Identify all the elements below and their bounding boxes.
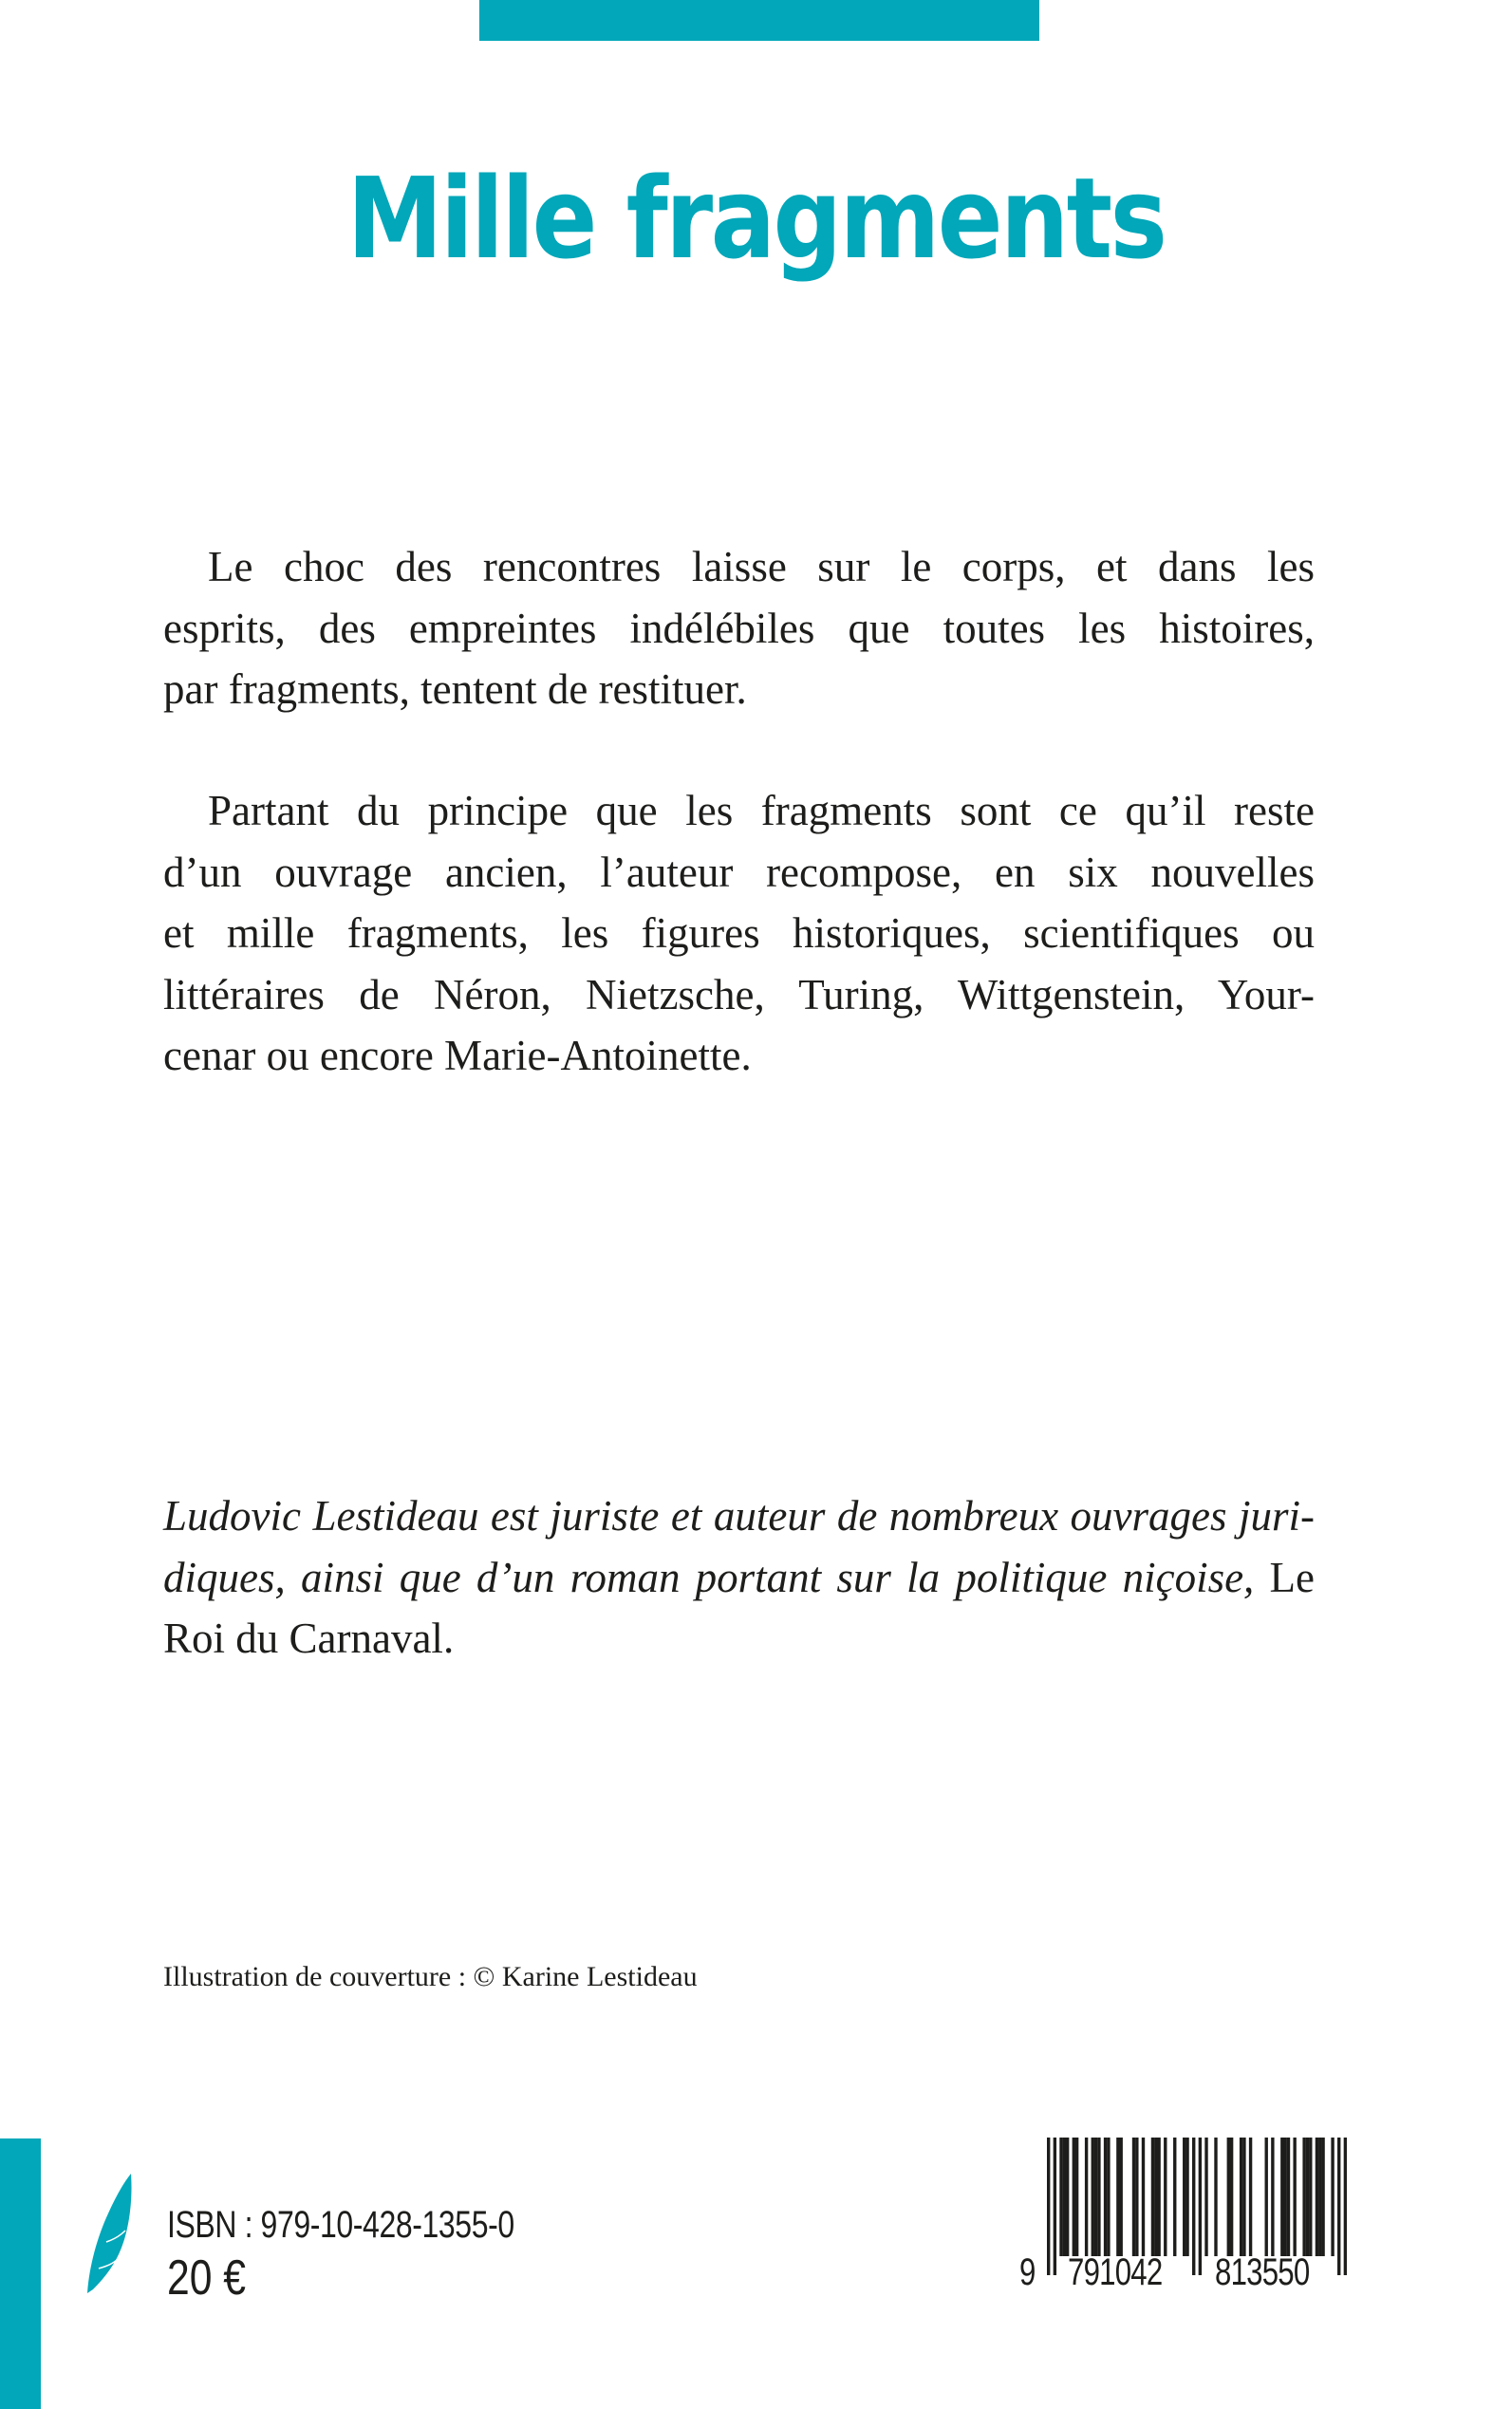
barcode-bar xyxy=(1344,2138,1347,2275)
text-line: esprits, des empreintes indélébiles que toutes les histoires, xyxy=(163,604,1315,652)
barcode-bar xyxy=(1240,2138,1242,2256)
text-line: et mille fragments, les figures historiques, scientifiques ou xyxy=(163,909,1315,957)
barcode-bar xyxy=(1173,2138,1176,2256)
author-bio xyxy=(163,1485,1315,1670)
barcode-bar xyxy=(1316,2138,1318,2256)
price: 20 € xyxy=(167,2250,246,2306)
barcode-bar xyxy=(1183,2138,1185,2256)
text-line: littéraires de Néron, Nietzsche, Turing, Wittgenstein, Your- xyxy=(163,970,1315,1018)
barcode-bar xyxy=(1302,2138,1305,2256)
barcode-bar xyxy=(1116,2138,1119,2256)
barcode-bar xyxy=(1097,2138,1100,2256)
text-line xyxy=(163,1608,1315,1670)
barcode-bar xyxy=(1271,2138,1274,2256)
barcode-bar xyxy=(1092,2138,1094,2256)
barcode-bar xyxy=(1075,2138,1078,2256)
barcode-bar xyxy=(1107,2138,1110,2256)
barcode-bar xyxy=(1306,2138,1309,2256)
barcode-bar xyxy=(1164,2138,1167,2256)
text-line: d’un ouvrage ancien, l’auteur recompose, en six nouvelles xyxy=(163,848,1315,896)
barcode-bar xyxy=(1204,2138,1207,2256)
barcode-bar xyxy=(1230,2138,1233,2256)
barcode-bar xyxy=(1054,2138,1056,2275)
side-accent-bar xyxy=(0,2138,41,2409)
barcode-bar xyxy=(1199,2138,1202,2275)
barcode-bar xyxy=(1135,2138,1138,2256)
barcode-digit-first: 9 xyxy=(1019,2251,1036,2293)
book-reference: Le xyxy=(1269,1553,1316,1601)
illustration-credit: Illustration de couverture : © Karine Lestideau xyxy=(163,1961,698,1992)
book-reference: Roi du Carnaval xyxy=(163,1615,443,1662)
book-title: Mille fragments xyxy=(346,153,1166,284)
text-line: Partant du principe que les fragments sont ce qu’il reste xyxy=(208,787,1315,834)
isbn: ISBN : 979-10-428-1355-0 xyxy=(167,2204,514,2246)
barcode-bar xyxy=(1151,2138,1154,2256)
barcode-bar xyxy=(1142,2138,1145,2256)
bio-text: . xyxy=(442,1615,455,1662)
barcode-bar xyxy=(1104,2138,1107,2256)
barcode-bar xyxy=(1293,2138,1296,2256)
blurb-paragraph-2 xyxy=(163,780,1315,1087)
barcode-bar xyxy=(1185,2138,1188,2256)
barcode-bar xyxy=(1265,2138,1268,2256)
blurb-paragraph-1 xyxy=(163,536,1315,720)
barcode-bar xyxy=(1321,2138,1324,2256)
barcode-bar xyxy=(1331,2138,1334,2256)
barcode-bar xyxy=(1094,2138,1097,2256)
barcode-digits-left: 791042 xyxy=(1068,2251,1163,2293)
top-accent-bar xyxy=(479,0,1039,41)
barcode-bar xyxy=(1063,2138,1066,2256)
text-line: par fragments, tentent de restituer. xyxy=(163,665,747,713)
text-line: Ludovic Lestideau est juriste et auteur de nombreux ouvrages juri- xyxy=(163,1492,1315,1540)
barcode-bar xyxy=(1318,2138,1321,2256)
feather-icon xyxy=(84,2172,139,2295)
barcode-bar xyxy=(1283,2138,1286,2256)
barcode-bar xyxy=(1287,2138,1290,2256)
text-line: Le choc des rencontres laisse sur le corps, et dans les xyxy=(208,543,1315,590)
barcode-bar xyxy=(1192,2138,1195,2275)
barcode-bar xyxy=(1249,2138,1252,2256)
barcode-bar xyxy=(1047,2138,1050,2275)
barcode-bar xyxy=(1073,2138,1075,2256)
barcode-bar xyxy=(1214,2138,1217,2256)
barcode-bar xyxy=(1132,2138,1135,2256)
barcode-bar xyxy=(1085,2138,1088,2256)
barcode-bar xyxy=(1242,2138,1245,2256)
barcode-bar xyxy=(1154,2138,1157,2256)
barcode-bar xyxy=(1280,2138,1283,2256)
text-line xyxy=(163,1547,1315,1609)
barcode-digits-right: 813550 xyxy=(1215,2251,1310,2293)
barcode-bar xyxy=(1066,2138,1069,2256)
barcode-bar xyxy=(1337,2138,1340,2275)
text-line: cenar ou encore Marie-Antoinette. xyxy=(163,1032,752,1079)
bio-text: diques, ainsi que d’un roman portant sur la politique niçoise, xyxy=(163,1553,1255,1601)
barcode-bar xyxy=(1309,2138,1312,2256)
barcode-bar xyxy=(1227,2138,1230,2256)
barcode-bar xyxy=(1120,2138,1123,2256)
barcode-bar xyxy=(1157,2138,1160,2256)
barcode-bar xyxy=(1059,2138,1062,2256)
